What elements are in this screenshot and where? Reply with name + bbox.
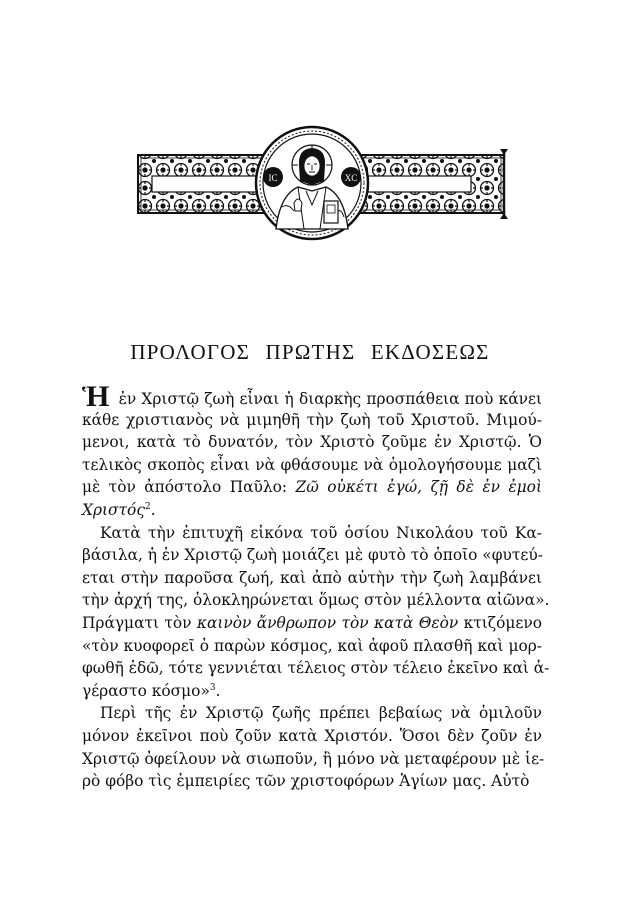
text-line bbox=[82, 725, 542, 748]
text-line bbox=[82, 409, 542, 432]
text-line bbox=[82, 567, 542, 590]
text-line bbox=[82, 635, 542, 658]
text-line bbox=[82, 612, 542, 635]
text-line bbox=[82, 657, 550, 680]
ornamental-headpiece bbox=[136, 125, 512, 241]
text-span: ρὸ φόβο τὶς ἐμπειρίες τῶν χριστοφόρων Ἁγίων μας. Αὐτὸ bbox=[82, 772, 530, 791]
monogram-xc: XC bbox=[344, 173, 358, 183]
text-span: Κατὰ τὴν ἐπιτυχῆ εἰκόνα τοῦ ὁσίου Νικολάου τοῦ Κα- bbox=[100, 523, 542, 542]
italic-quote: Ζῶ οὐκέτι ἐγώ, ζῇ δὲ ἐν ἐμοὶ bbox=[295, 478, 542, 497]
text-line bbox=[82, 680, 542, 703]
text-span: «τὸν κυοφορεῖ ὁ παρὼν κόσμος, καὶ ἀφοῦ πλασθῆ καὶ μορ- bbox=[82, 636, 542, 655]
christ-pantocrator-medallion bbox=[256, 127, 368, 239]
text-span: . bbox=[215, 681, 221, 700]
text-span: τελικὸς σκοπὸς εἶναι νὰ φθάσουμε νὰ ὁμολογήσουμε μαζὶ bbox=[82, 455, 542, 474]
chapter-title: ΠΡΟΛΟΓΟΣ ΠΡΩΤΗΣ ΕΚΔΟΣΕΩΣ bbox=[130, 340, 490, 364]
text-line bbox=[82, 748, 545, 771]
body-text bbox=[82, 380, 550, 793]
text-line bbox=[82, 522, 542, 545]
text-line bbox=[82, 702, 542, 725]
drop-cap: Ἡ bbox=[82, 380, 110, 413]
text-span: φωθῆ ἐδῶ, τότε γεννιέται τέλειος στὸν τέλειο ἐκεῖνο καὶ ἀ- bbox=[82, 659, 550, 678]
text-line bbox=[82, 454, 542, 477]
text-span: Περὶ τῆς ἐν Χριστῷ ζωῆς πρέπει βεβαίως νὰ ὁμιλοῦν bbox=[100, 704, 542, 723]
text-span: . bbox=[150, 500, 156, 519]
text-span: μενοι, κατὰ τὸ δυνατόν, τὸν Χριστὸ ζοῦμε ἐν Χριστῷ. Ὁ bbox=[82, 433, 542, 452]
paragraph bbox=[82, 702, 545, 792]
text-line bbox=[82, 431, 542, 454]
text-span: μὲ τὸν ἀπόστολο Παῦλο: bbox=[82, 478, 296, 497]
text-span: εται στὴν παροῦσα ζωή, καὶ ἀπὸ αὐτὴν τὴν ζωὴ λαμβάνει bbox=[82, 568, 542, 587]
text-line bbox=[82, 476, 542, 499]
text-span: μόνον ἐκεῖνοι ποὺ ζοῦν κατὰ Χριστόν. Ὅσοι δὲν ζοῦν ἐν bbox=[82, 726, 542, 745]
text-span: Χριστῷ ὀφείλουν νὰ σιωποῦν, ἢ μόνο νὰ μεταφέρουν μὲ ἱε- bbox=[82, 749, 545, 768]
text-line bbox=[82, 380, 542, 413]
text-line bbox=[82, 544, 542, 567]
text-span: κτιζόμενο bbox=[458, 613, 542, 632]
text-span: τὴν ἀρχή της, ὁλοκληρώνεται ὅμως στὸν μέλλοντα αἰῶνα». bbox=[82, 591, 550, 610]
text-span: Πράγματι τὸν bbox=[82, 613, 197, 632]
text-span: ἐν Χριστῷ ζωὴ εἶναι ἡ διαρκὴς προσπάθεια ποὺ κάνει bbox=[113, 390, 542, 408]
footnote-marker[interactable]: 2 bbox=[144, 501, 151, 512]
monogram-ic: IC bbox=[268, 173, 278, 183]
footnote-marker[interactable]: 3 bbox=[209, 682, 216, 693]
text-line bbox=[82, 770, 542, 793]
paragraph bbox=[82, 380, 542, 522]
text-span: βάσιλα, ἡ ἐν Χριστῷ ζωὴ μοιάζει μὲ φυτὸ τὸ ὁποῖο «φυτεύ- bbox=[82, 546, 543, 565]
italic-quote: Χριστός bbox=[82, 500, 145, 519]
paragraph bbox=[82, 522, 550, 703]
text-span: κάθε χριστιανὸς νὰ μιμηθῆ τὴν ζωὴ τοῦ Χριστοῦ. Μιμού- bbox=[82, 410, 542, 429]
text-line bbox=[82, 499, 542, 522]
text-line bbox=[82, 589, 550, 612]
text-span: γέραστο κόσμο» bbox=[82, 681, 210, 700]
italic-quote: καινὸν ἄνθρωπον τὸν κατὰ Θεὸν bbox=[196, 613, 459, 632]
